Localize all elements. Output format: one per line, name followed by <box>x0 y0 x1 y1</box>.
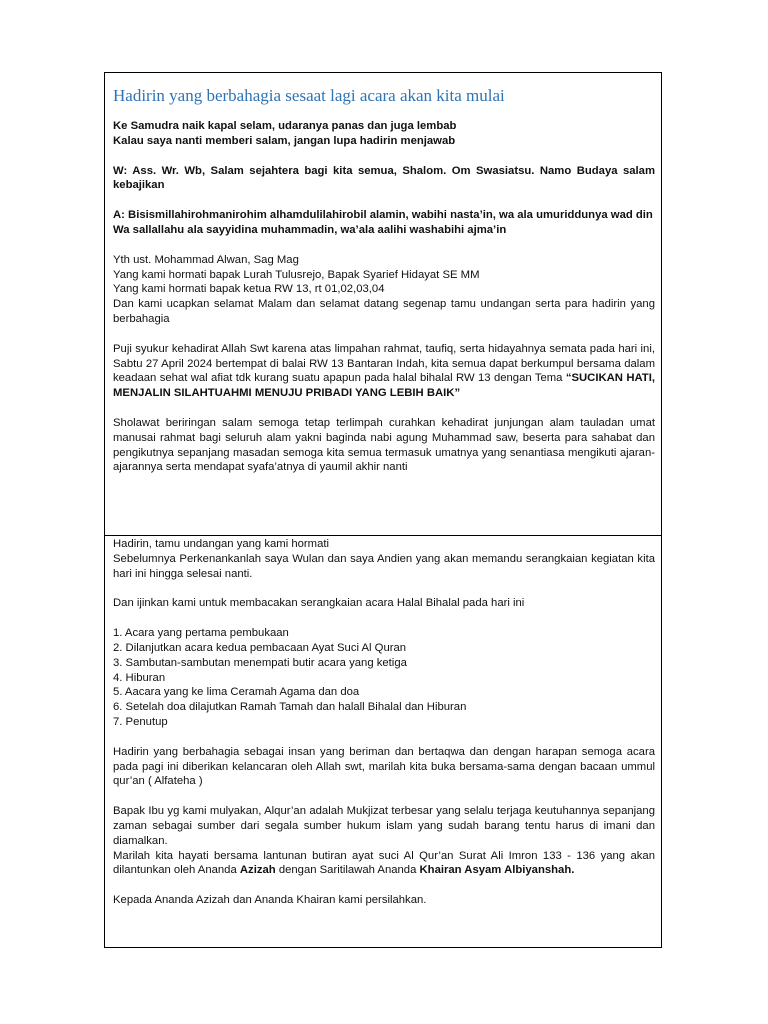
agenda-item: 4. Hiburan <box>113 671 166 684</box>
invitation-line: Kepada Ananda Azizah dan Ananda Khairan kami persilahkan. <box>113 894 427 907</box>
quran-intro-paragraph: Bapak Ibu yg kami mulyakan, Alqur’an adalah Mukjizat terbesar yang selalu terjaga keutuhannya sepanjang zaman sebagai sumber dari segala sumber hukum islam yang sudah barang tentu harus di imani dan diamalkan. <box>113 805 655 847</box>
agenda-section <box>113 537 655 908</box>
pantun-line-2: Kalau saya nanti memberi salam, jangan lupa hadirin menjawab <box>113 134 456 147</box>
agenda-intro: Dan ijinkan kami untuk membacakan serangkaian acara Halal Bihalal pada hari ini <box>113 597 525 610</box>
welcome-line: Dan kami ucapkan selamat Malam dan selamat datang segenap tamu undangan serta para hadirin yang berbahagia <box>113 298 655 325</box>
document-frame <box>104 72 662 948</box>
agenda-item: 1. Acara yang pertama pembukaan <box>113 627 289 640</box>
agenda-item: 6. Setelah doa dilajutkan Ramah Tamah dan halall Bihalal dan Hiburan <box>113 701 467 714</box>
reciter-name-2: Khairan Asyam Albiyanshah. <box>419 864 575 877</box>
event-theme: “SUCIKAN HATI, MENJALIN SILAHTUAHMI MENUJU PRIBADI YANG LEBIH BAIK” <box>113 372 655 400</box>
opening-section <box>113 85 655 475</box>
opening-prayer-paragraph: Hadirin yang berbahagia sebagai insan yang beriman dan bertaqwa dan dengan harapan semoga acara pada pagi ini diberikan kelancaran oleh Allah swt, marilah kita buka bersama-sama dengan bacaan ummul qur’an ( Alfateha ) <box>113 745 655 788</box>
mc-intro: Sebelumnya Perkenankanlah saya Wulan dan saya Andien yang akan memandu serangkaian kegiatan kita hari ini hingga selesai nanti. <box>113 552 655 580</box>
honor-line-2: Yang kami hormati bapak Lurah Tulusrejo, Bapak Syarief Hidayat SE MM <box>113 268 480 281</box>
agenda-item: 3. Sambutan-sambutan menempati butir acara yang ketiga <box>113 656 407 669</box>
pantun-line-1: Ke Samudra naik kapal selam, udaranya panas dan juga lembab <box>113 120 457 132</box>
a-greeting-line-2: Wa sallallahu ala sayyidina muhammadin, wa’ala aalihi washabihi ajma’in <box>113 223 507 236</box>
a-greeting-line-1: A: Bisismillahirohmanirohim alhamdulilahirobil alamin, wabihi nasta’in, wa ala umuriddunya wad din <box>113 209 653 222</box>
honor-line-3: Yang kami hormati bapak ketua RW 13, rt 01,02,03,04 <box>113 283 385 296</box>
section-title: Hadirin yang berbahagia sesaat lagi acara akan kita mulai <box>113 86 505 105</box>
praise-text: Puji syukur kehadirat Allah Swt karena atas limpahan rahmat, taufiq, serta hidayahnya semata pada hari ini, Sabtu 27 April 2024 bertempat di balai RW 13 Bantaran Indah, kita semua dapat berkumpul bersama dalam keadaan sehat wal afiat tdk kurang suatu apapun pada halal bihalal RW 13 dengan Tema <box>113 342 655 385</box>
praise-paragraph <box>113 342 655 401</box>
honor-line-1: Yth ust. Mohammad Alwan, Sag Mag <box>113 253 299 266</box>
guest-greeting: Hadirin, tamu undangan yang kami hormati <box>113 538 330 550</box>
agenda-item: 7. Penutup <box>113 715 168 728</box>
w-greeting: W: Ass. Wr. Wb, Salam sejahtera bagi kita semua, Shalom. Om Swasiatsu. Namo Budaya salam kebajikan <box>113 164 655 192</box>
recitation-text-a: Marilah kita hayati bersama lantunan butiran ayat suci Al Qur’an Surat Ali Imron 133 - 136 yang akan dilantunkan oleh Ananda <box>113 849 655 877</box>
reciter-name-1: Azizah <box>239 864 276 877</box>
sholawat-paragraph: Sholawat beriringan salam semoga tetap terlimpah curahkan kehadirat junjungan alam tauladan umat manusai rahmat bagi seluruh alam yakni baginda nabi agung Muhammad saw, beserta para sahabat dan pengikutnya sepanjang masadan semoga kita semua termasuk umatnya yang senantiasa mengikuti ajaran-ajarannya serta mendapat syafa’atnya di yaumil akhir nanti <box>113 416 655 474</box>
agenda-item: 2. Dilanjutkan acara kedua pembacaan Ayat Suci Al Quran <box>113 641 407 654</box>
recitation-text-b: dengan Saritilawah Ananda <box>278 864 417 877</box>
recitation-paragraph <box>113 849 655 879</box>
section-divider <box>105 535 661 536</box>
agenda-item: 5. Aacara yang ke lima Ceramah Agama dan doa <box>113 686 360 699</box>
